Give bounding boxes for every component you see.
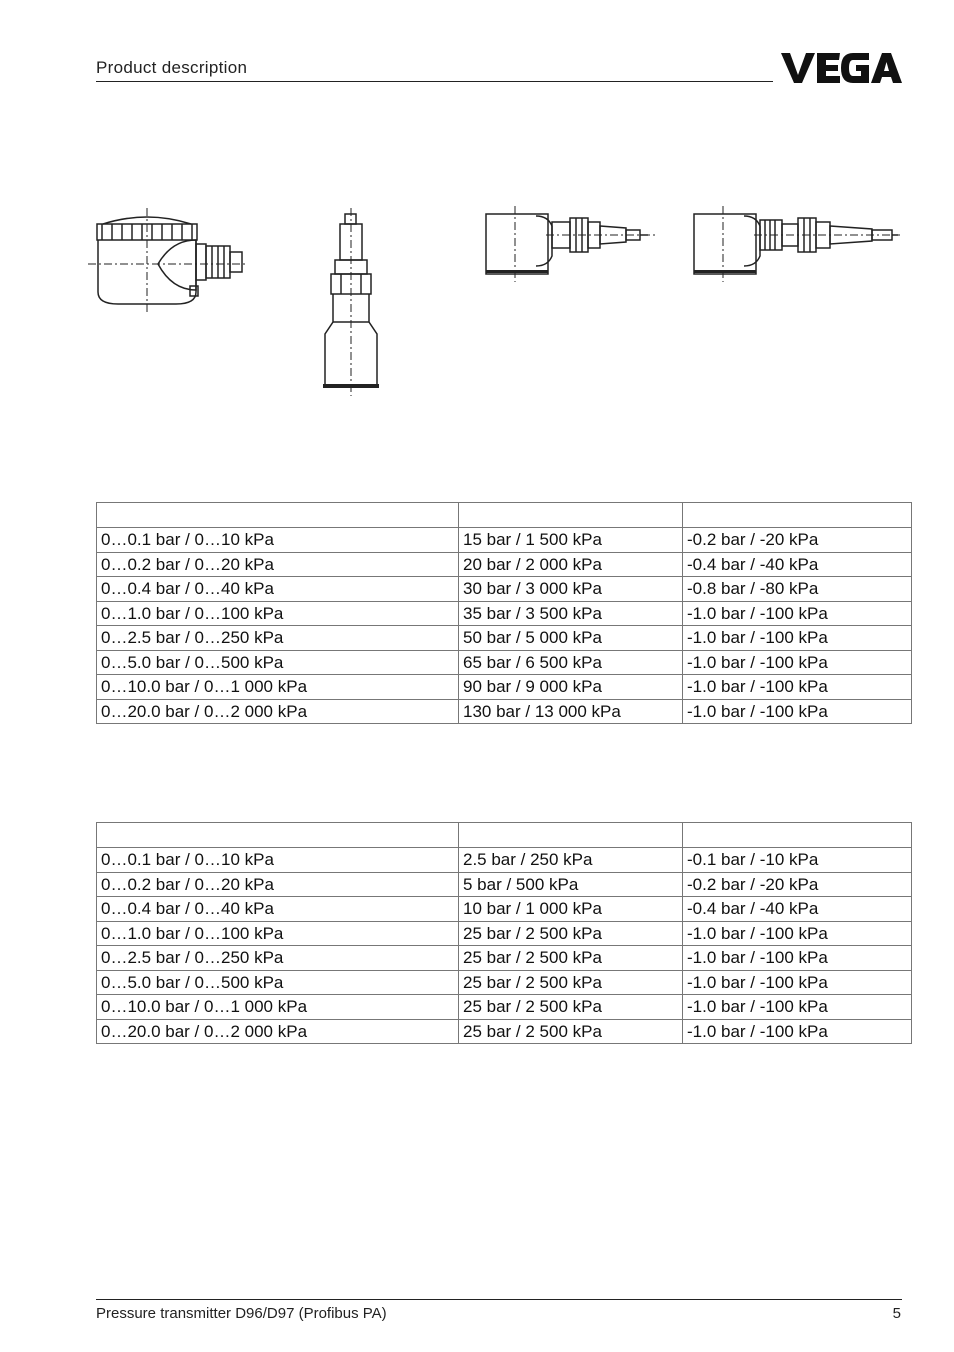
vacuum-cell: -1.0 bar / -100 kPa — [683, 1019, 912, 1044]
range-cell: 0…20.0 bar / 0…2 000 kPa — [97, 1019, 459, 1044]
overload-cell: 15 bar / 1 500 kPa — [459, 528, 683, 553]
range-cell: 0…2.5 bar / 0…250 kPa — [97, 946, 459, 971]
table-row — [97, 650, 912, 675]
table-row — [97, 897, 912, 922]
table-row — [97, 946, 912, 971]
table-row — [97, 577, 912, 602]
table-row — [97, 528, 912, 553]
table-header-cell — [683, 503, 912, 528]
overload-cell: 20 bar / 2 000 kPa — [459, 552, 683, 577]
table-row — [97, 552, 912, 577]
table-header-row — [97, 503, 912, 528]
vacuum-cell: -1.0 bar / -100 kPa — [683, 946, 912, 971]
range-cell: 0…0.1 bar / 0…10 kPa — [97, 528, 459, 553]
range-cell: 0…10.0 bar / 0…1 000 kPa — [97, 675, 459, 700]
table-row — [97, 848, 912, 873]
overload-cell: 90 bar / 9 000 kPa — [459, 675, 683, 700]
measuring-range-table-1 — [96, 502, 912, 724]
range-cell: 0…5.0 bar / 0…500 kPa — [97, 650, 459, 675]
product-drawings — [0, 0, 954, 420]
footer-rule — [96, 1299, 902, 1300]
overload-cell: 65 bar / 6 500 kPa — [459, 650, 683, 675]
overload-cell: 50 bar / 5 000 kPa — [459, 626, 683, 651]
overload-cell: 35 bar / 3 500 kPa — [459, 601, 683, 626]
overload-cell: 25 bar / 2 500 kPa — [459, 970, 683, 995]
vacuum-cell: -1.0 bar / -100 kPa — [683, 626, 912, 651]
overload-cell: 5 bar / 500 kPa — [459, 872, 683, 897]
page-number: 5 — [892, 1305, 901, 1322]
overload-cell: 10 bar / 1 000 kPa — [459, 897, 683, 922]
footer-document-title: Pressure transmitter D96/D97 (Profibus PA) — [96, 1305, 387, 1322]
table-row — [97, 626, 912, 651]
housing-with-cable-gland-icon — [97, 217, 242, 304]
table-row — [97, 970, 912, 995]
vacuum-cell: -1.0 bar / -100 kPa — [683, 699, 912, 724]
overload-cell: 2.5 bar / 250 kPa — [459, 848, 683, 873]
range-cell: 0…0.4 bar / 0…40 kPa — [97, 897, 459, 922]
overload-cell: 30 bar / 3 000 kPa — [459, 577, 683, 602]
vacuum-cell: -0.1 bar / -10 kPa — [683, 848, 912, 873]
vacuum-cell: -1.0 bar / -100 kPa — [683, 995, 912, 1020]
vacuum-cell: -0.2 bar / -20 kPa — [683, 872, 912, 897]
vacuum-cell: -1.0 bar / -100 kPa — [683, 601, 912, 626]
vacuum-cell: -0.4 bar / -40 kPa — [683, 552, 912, 577]
vacuum-cell: -0.2 bar / -20 kPa — [683, 528, 912, 553]
table-row — [97, 872, 912, 897]
vacuum-cell: -1.0 bar / -100 kPa — [683, 675, 912, 700]
overload-cell: 25 bar / 2 500 kPa — [459, 995, 683, 1020]
overload-cell: 25 bar / 2 500 kPa — [459, 946, 683, 971]
table-row — [97, 1019, 912, 1044]
section-title: Product description — [96, 58, 248, 77]
vacuum-cell: -1.0 bar / -100 kPa — [683, 921, 912, 946]
range-cell: 0…2.5 bar / 0…250 kPa — [97, 626, 459, 651]
range-cell: 0…0.2 bar / 0…20 kPa — [97, 872, 459, 897]
range-cell: 0…0.4 bar / 0…40 kPa — [97, 577, 459, 602]
range-cell: 0…20.0 bar / 0…2 000 kPa — [97, 699, 459, 724]
measuring-range-table-2 — [96, 822, 912, 1044]
table-header-cell — [97, 503, 459, 528]
angled-plug-connector-with-nut-icon — [694, 214, 898, 274]
range-cell: 0…1.0 bar / 0…100 kPa — [97, 921, 459, 946]
vacuum-cell: -0.4 bar / -40 kPa — [683, 897, 912, 922]
table-row — [97, 995, 912, 1020]
vacuum-cell: -1.0 bar / -100 kPa — [683, 970, 912, 995]
table-row — [97, 601, 912, 626]
table-header-cell — [459, 503, 683, 528]
table-row — [97, 699, 912, 724]
angled-plug-connector-icon — [486, 214, 648, 274]
table-header-cell — [683, 823, 912, 848]
vacuum-cell: -0.8 bar / -80 kPa — [683, 577, 912, 602]
table-row — [97, 675, 912, 700]
range-cell: 0…10.0 bar / 0…1 000 kPa — [97, 995, 459, 1020]
range-cell: 0…0.1 bar / 0…10 kPa — [97, 848, 459, 873]
range-cell: 0…5.0 bar / 0…500 kPa — [97, 970, 459, 995]
table-row — [97, 921, 912, 946]
range-cell: 0…1.0 bar / 0…100 kPa — [97, 601, 459, 626]
table-header-cell — [459, 823, 683, 848]
table-header-cell — [97, 823, 459, 848]
vacuum-cell: -1.0 bar / -100 kPa — [683, 650, 912, 675]
overload-cell: 25 bar / 2 500 kPa — [459, 1019, 683, 1044]
range-cell: 0…0.2 bar / 0…20 kPa — [97, 552, 459, 577]
overload-cell: 25 bar / 2 500 kPa — [459, 921, 683, 946]
overload-cell: 130 bar / 13 000 kPa — [459, 699, 683, 724]
table-header-row — [97, 823, 912, 848]
